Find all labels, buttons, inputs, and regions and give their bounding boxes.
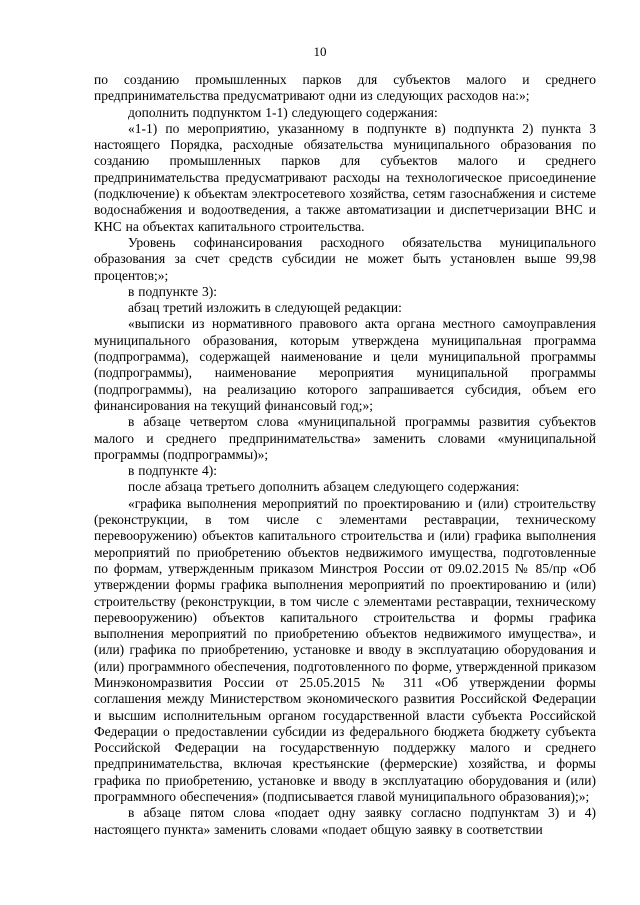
paragraph: по созданию промышленных парков для субъектов малого и среднего предпринимательства предусматривают одни из следующих расходов на:»; xyxy=(94,72,596,104)
page-number: 10 xyxy=(313,44,327,59)
paragraph: в подпункте 4): xyxy=(128,463,218,479)
paragraph: в абзаце пятом слова «подает одну заявку согласно подпунктам 3) и 4) настоящего пункта» заменить словами «подает общую заявку в соответствии xyxy=(94,805,596,837)
paragraph: в подпункте 3): xyxy=(128,283,218,299)
paragraph: в абзаце четвертом слова «муниципальной программы развития субъектов малого и среднего предпринимательства» заменить словами «муниципальной программы (подпрограммы)»; xyxy=(94,414,596,462)
paragraph: после абзаца третьего дополнить абзацем следующего содержания: xyxy=(128,479,520,495)
paragraph: Уровень софинансирования расходного обязательства муниципального образования за счет средств субсидии не может быть установлен выше 99,98 процентов;»; xyxy=(94,234,596,283)
paragraph: абзац третий изложить в следующей редакции: xyxy=(128,300,402,316)
document-body xyxy=(94,72,596,838)
paragraph: «выписки из нормативного правового акта органа местного самоуправления муниципального образования, которым утверждена муниципальная программа (подпрограмма), содержащей наименование и цели муниципальной программы (подпрограммы), наименование мероприятия муниципальной программы (подпрограммы), на реализацию которого запрашивается субсидия, объем его финансирования на текущий финансовый год;»; xyxy=(94,316,596,413)
paragraph: «графика выполнения мероприятий по проектированию и (или) строительству (реконструкции, в том числе с элементами реставрации, техническому перевооружению) объектов капитального строительства и (или) графика выполнения мероприятий по приобретению объектов недвижимого имущества, подготовленные по формам, утвержденным приказом Минстроя России от 09.02.2015 № 85/пр «Об утверждении формы графика выполнения мероприятий по проектированию и (или) строительству (реконструкции, в том числе с элементами реставрации, техническому перевооружению) объектов капитального строительства и формы графика выполнения мероприятий по приобретению объектов недвижимого имущества», и (или) графика по приобретению, установке и вводу в эксплуатацию оборудования и (или) программного обеспечения, подготовленного по форме, утвержденной приказом Минэкономразвития России от 25.05.2015 № 311 «Об утверждении формы соглашения между Министерством экономического развития Российской Федерации и высшим исполнительным органом государственной власти субъекта Российской Федерации о предоставлении субсидии из федерального бюджета бюджету субъекта Российской Федерации на государственную поддержку малого и среднего предпринимательства, включая крестьянские (фермерские) хозяйства, и формы графика по приобретению, установке и вводу в эксплуатацию оборудования и (или) программного обеспечения» (подписывается главой муниципального образования);»; xyxy=(94,495,596,805)
paragraph: дополнить подпунктом 1-1) следующего содержания: xyxy=(128,104,438,120)
paragraph: «1-1) по мероприятию, указанному в подпункте в) подпункта 2) пункта 3 настоящего Порядка, расходные обязательства муниципального образования по созданию промышленных парков для субъектов малого и среднего предпринимательства предусматривают расходы на технологическое присоединение (подключение) к объектам электросетевого хозяйства, сетям газоснабжения и системе водоснабжения и водоотведения, а также автоматизации и диспетчеризации ВНС и КНС на объектах капитального строительства. xyxy=(94,120,596,234)
